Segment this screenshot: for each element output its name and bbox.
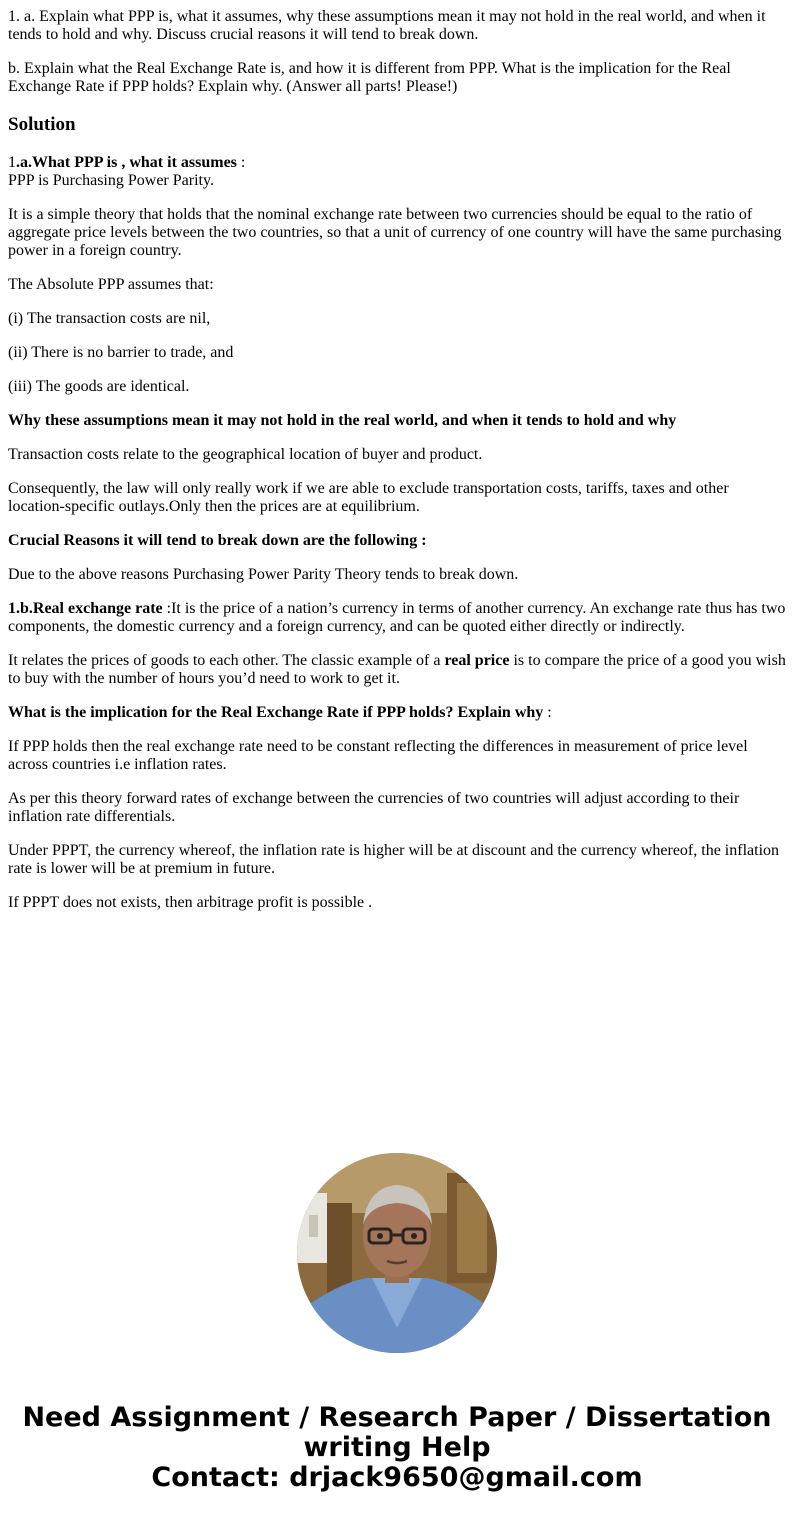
document-content — [8, 8, 788, 928]
consequently-paragraph: Consequently, the law will only really work if we are able to exclude transportation costs, tariffs, taxes and other location-specific outlays.Only then the prices are at equilibrium. — [8, 480, 729, 515]
assumption-1: (i) The transaction costs are nil, — [8, 310, 211, 327]
forward-rates-paragraph: As per this theory forward rates of exchange between the currencies of two countries will adjust according to their inflation rate differentials. — [8, 790, 740, 825]
tutor-avatar — [297, 1153, 497, 1353]
section-1a-title: .a.What PPP is , what it assumes — [16, 154, 237, 171]
under-pppt-paragraph: Under PPPT, the currency whereof, the inflation rate is higher will be at discount and the currency whereof, the inflation rate is lower will be at premium in future. — [8, 842, 780, 877]
ppp-theory-paragraph: It is a simple theory that holds that the nominal exchange rate between two currencies should be equal to the ratio of aggregate price levels between the two countries, so that a unit of currency of one country will have the same purchasing power in a foreign country. — [8, 206, 782, 259]
question-part-a: 1. a. Explain what PPP is, what it assumes, why these assumptions mean it may not hold in the real world, and when it tends to hold and why. Discuss crucial reasons it will tend to break down. — [8, 8, 766, 43]
banner-contact: Contact: drjack9650@gmail.com — [151, 1462, 643, 1493]
avatar-portrait-illustration — [297, 1153, 497, 1353]
absolute-ppp-intro: The Absolute PPP assumes that: — [8, 276, 214, 293]
crucial-reasons-heading: Crucial Reasons it will tend to break down are the following : — [8, 532, 427, 549]
if-ppp-holds-paragraph: If PPP holds then the real exchange rate need to be constant reflecting the differences in measurement of price level across countries i.e inflation rates. — [8, 738, 748, 773]
ppp-definition: PPP is Purchasing Power Parity. — [8, 172, 214, 189]
assumption-2: (ii) There is no barrier to trade, and — [8, 344, 234, 361]
question-part-b: b. Explain what the Real Exchange Rate is, and how it is different from PPP. What is the implication for the Real Exchange Rate if PPP holds? Explain why. (Answer all parts! Please!) — [8, 60, 731, 95]
real-price-paragraph: It relates the prices of goods to each other. The classic example of a real price is to compare the price of a good you wish to buy with the number of hours you’d need to work to get it. — [8, 652, 786, 687]
why-heading: Why these assumptions mean it may not hold in the real world, and when it tends to hold and why — [8, 412, 677, 429]
break-down-paragraph: Due to the above reasons Purchasing Power Parity Theory tends to break down. — [8, 566, 519, 583]
solution-section-1a: 1.a.What PPP is , what it assumes : PPP is Purchasing Power Parity. — [8, 154, 246, 189]
arbitrage-paragraph: If PPPT does not exists, then arbitrage profit is possible . — [8, 894, 373, 911]
section-number: 1 — [8, 154, 16, 171]
transaction-costs-paragraph: Transaction costs relate to the geographical location of buyer and product. — [8, 446, 483, 463]
solution-heading: Solution — [8, 114, 76, 135]
real-exchange-rate-paragraph: 1.b.Real exchange rate :It is the price of a nation’s currency in terms of another currency. An exchange rate thus has two components, the domestic currency and a foreign currency, and can be quoted either directly or indirectly. — [8, 600, 786, 635]
banner-line-2: writing Help — [303, 1432, 491, 1463]
implication-heading: What is the implication for the Real Exchange Rate if PPP holds? Explain why : — [8, 704, 552, 721]
help-banner — [0, 1403, 794, 1493]
assumption-3: (iii) The goods are identical. — [8, 378, 190, 395]
banner-line-1: Need Assignment / Research Paper / Dissertation — [22, 1402, 772, 1433]
